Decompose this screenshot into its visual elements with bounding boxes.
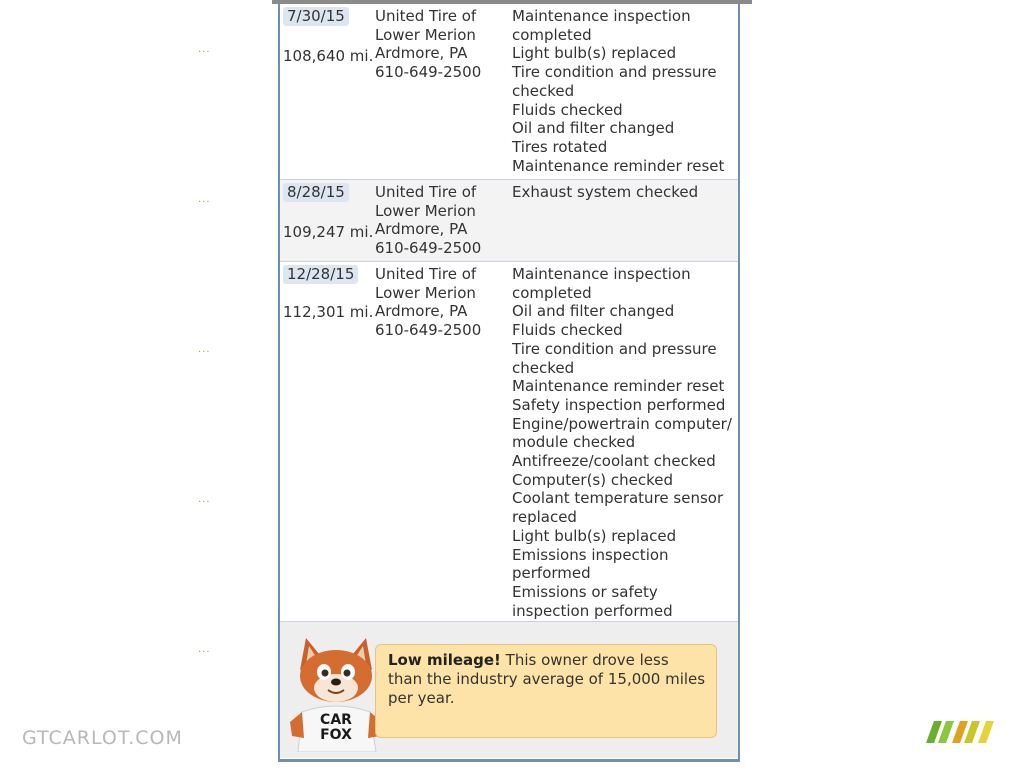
dots-marker: ... (198, 344, 211, 355)
record-comments: Maintenance inspection completed Oil and filter changed Fluids checked Tire condition and pressure checked Maintenance reminder reset Safety inspection performed Engine/powertrain computer/ module checked Antifreeze/coolant checked Computer(s) checked Coolant temperature sensor replaced Light bulb(s) replaced Emissions inspection performed Emissions or safety inspection performed (512, 265, 732, 620)
record-comments: Exhaust system checked (512, 183, 699, 201)
source-line: 610-649-2500 (375, 63, 482, 82)
source-line: 610-649-2500 (375, 239, 482, 258)
record-comments: Maintenance inspection completed Light bulb(s) replaced Tire condition and pressure checked Fluids checked Oil and filter changed Tires rotated Maintenance reminder reset (512, 7, 725, 175)
callout-text: This owner drove less than the industry average of 15,000 miles per year. (388, 651, 706, 707)
source-line: Lower Merion (375, 25, 476, 44)
carfox-shirt-text: FOX (320, 727, 352, 743)
record-source (375, 183, 505, 258)
callout-headline: Low mileage! (388, 651, 501, 669)
source-line: United Tire of (375, 265, 477, 283)
dots-marker: ... (198, 194, 211, 205)
dots-marker: ... (198, 44, 211, 55)
record-mileage: 112,301 mi. (283, 303, 374, 321)
source-line: Ardmore, PA (375, 302, 468, 321)
stripes-logo-icon (920, 721, 1000, 743)
record-date: 8/28/15 (283, 183, 349, 202)
source-line: Lower Merion (375, 201, 476, 220)
source-line: 610-649-2500 (375, 321, 482, 340)
record-source (375, 265, 505, 340)
source-line: Lower Merion (375, 283, 476, 302)
service-record (280, 262, 738, 622)
dots-marker: ... (198, 644, 211, 655)
record-date: 12/28/15 (283, 265, 358, 284)
service-record (280, 4, 738, 180)
source-line: Ardmore, PA (375, 220, 468, 239)
record-mileage: 108,640 mi. (283, 47, 374, 65)
source-line: United Tire of (375, 183, 477, 201)
record-date: 7/30/15 (283, 7, 349, 26)
service-history-panel (278, 4, 740, 762)
gtcarlot-watermark: GTCARLOT.COM (22, 727, 183, 749)
low-mileage-callout (375, 644, 717, 738)
source-line: Ardmore, PA (375, 44, 468, 63)
service-record (280, 180, 738, 262)
source-line: United Tire of (375, 7, 477, 25)
carfox-mascot-icon (286, 630, 386, 752)
carfox-shirt-text: CAR (320, 712, 352, 728)
record-source (375, 7, 505, 82)
dots-marker: ... (198, 494, 211, 505)
record-mileage: 109,247 mi. (283, 223, 374, 241)
carfox-callout-area (280, 622, 738, 758)
